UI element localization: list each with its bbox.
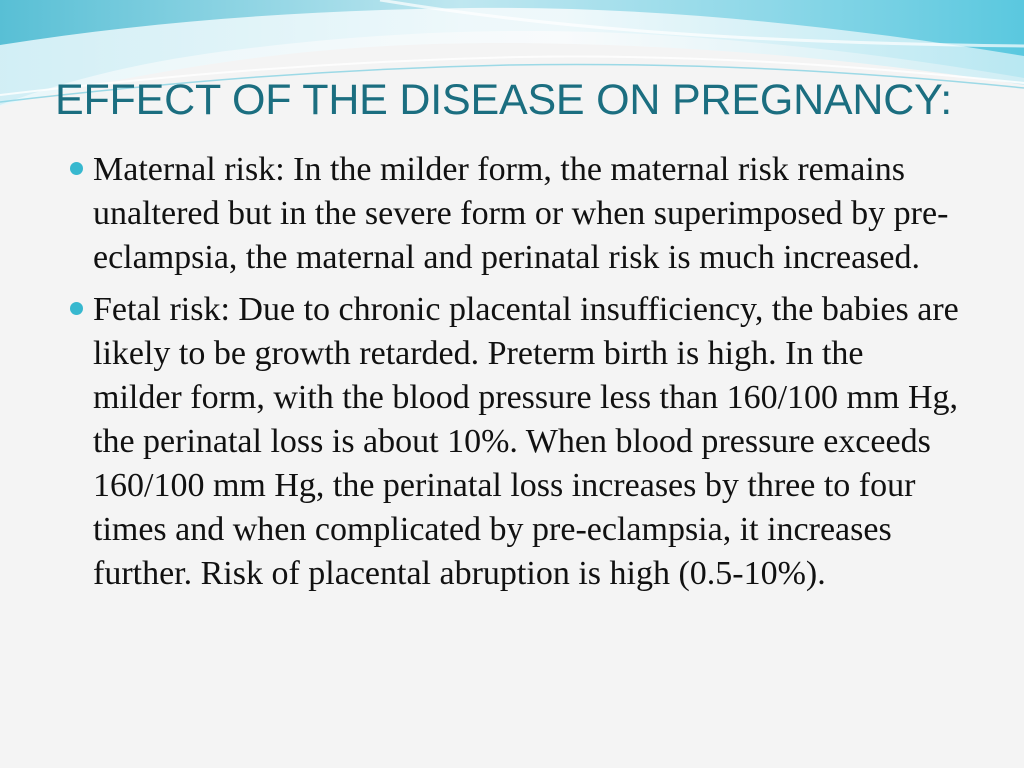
bullet-dot-icon <box>70 162 83 175</box>
bullet-text: Maternal risk: In the milder form, the maternal risk remains unaltered but in the severe form or when superimposed by pre-eclampsia, the maternal and perinatal risk is much increased. <box>93 151 949 276</box>
bullet-list <box>70 148 960 604</box>
bullet-text: Fetal risk: Due to chronic placental insufficiency, the babies are likely to be growth retarded. Preterm birth is high. In the milder form, with the blood pressure less than 160/100 mm Hg, the perinatal loss is about 10%. When blood pressure exceeds 160/100 mm Hg, the perinatal loss increases by three to four times and when complicated by pre-eclampsia, it increases further. Risk of placental abruption is high (0.5-10%). <box>93 291 959 592</box>
bullet-dot-icon <box>70 302 83 315</box>
bullet-item-maternal-risk <box>70 148 960 280</box>
bullet-item-fetal-risk <box>70 288 960 596</box>
slide-title: EFFECT OF THE DISEASE ON PREGNANCY: <box>55 76 952 124</box>
